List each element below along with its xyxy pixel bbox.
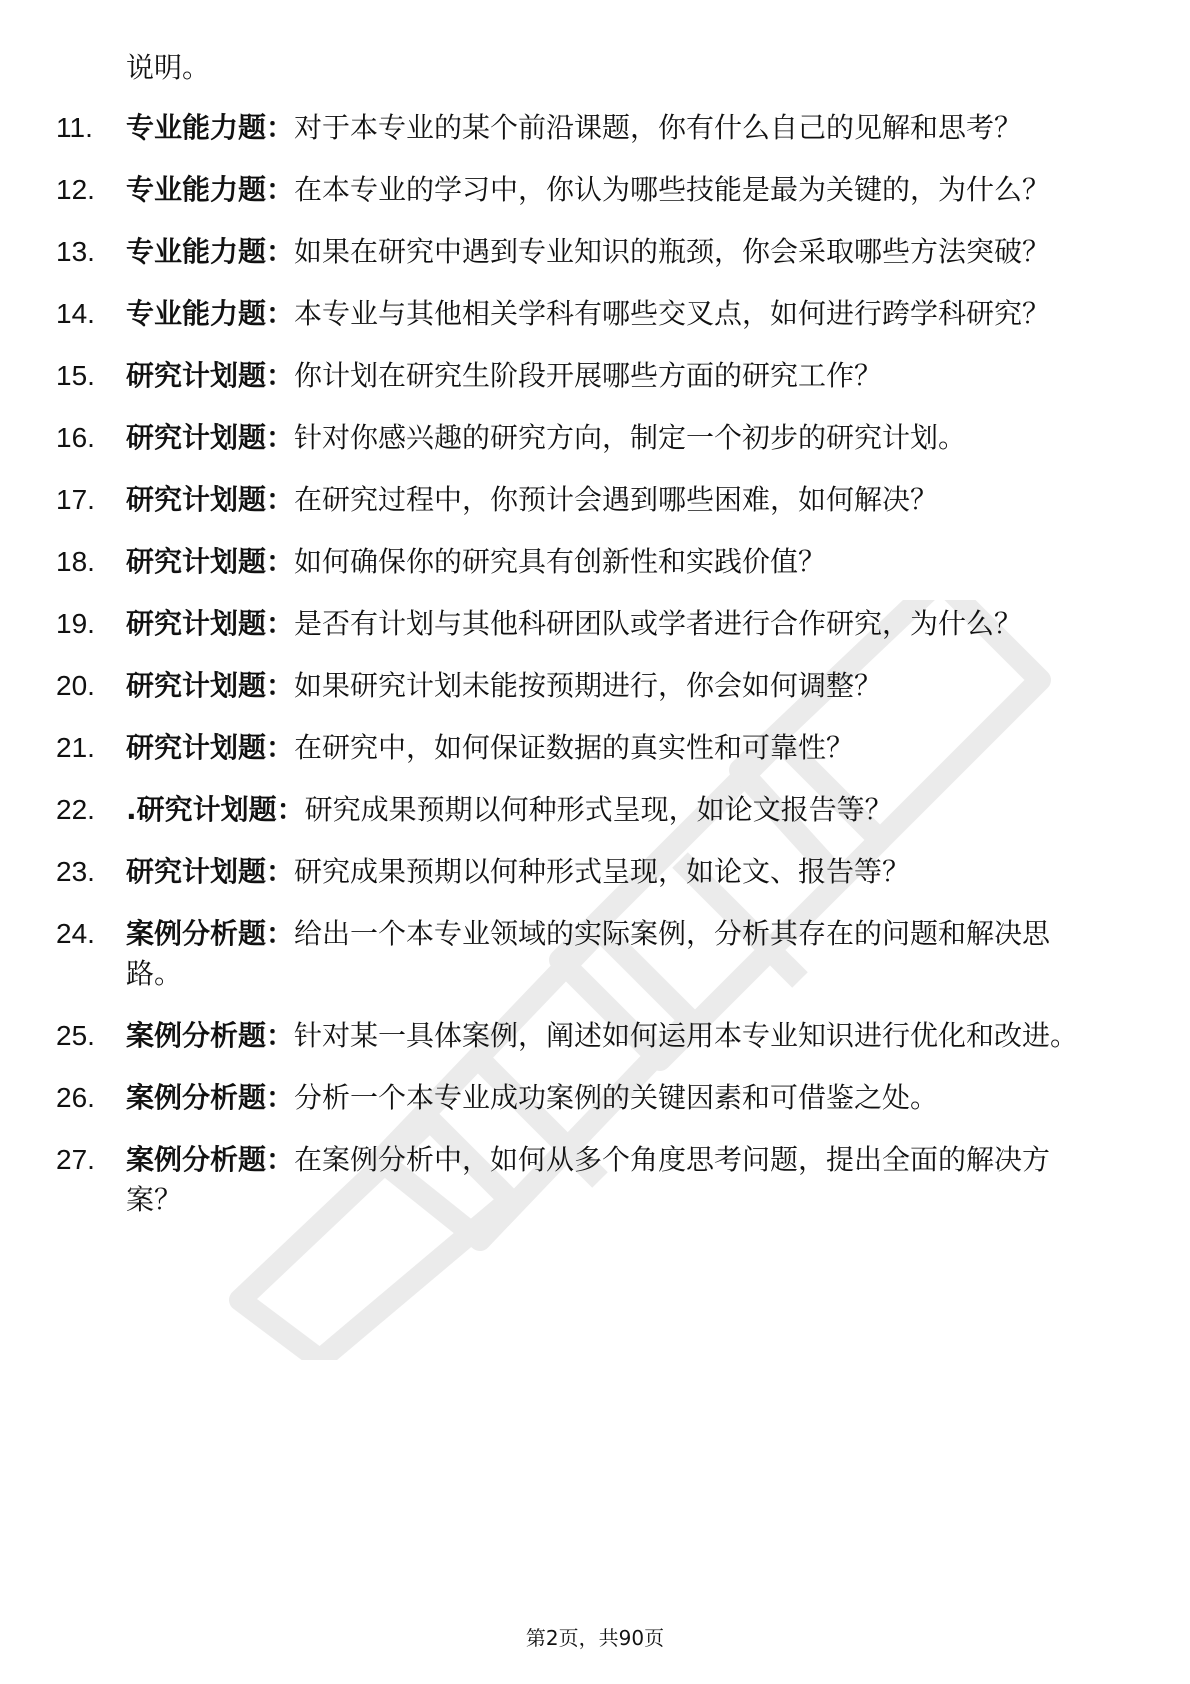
list-item bbox=[0, 356, 1190, 396]
item-text: 针对某一具体案例，阐述如何运用本专业知识进行优化和改进。 bbox=[294, 1019, 1079, 1052]
item-number: 17. bbox=[56, 484, 95, 515]
list-item bbox=[0, 604, 1190, 644]
item-number: 23. bbox=[56, 856, 95, 887]
item-text: 在案例分析中，如何从多个角度思考问题，提出全面的解决方案？ bbox=[126, 1143, 1051, 1216]
item-number: 21. bbox=[56, 732, 95, 763]
item-category: 案例分析题： bbox=[126, 1019, 295, 1052]
item-number: 19. bbox=[56, 608, 95, 639]
list-item bbox=[0, 232, 1190, 272]
list-item bbox=[0, 108, 1190, 148]
list-item bbox=[0, 914, 1190, 994]
item-category: 研究计划题： bbox=[126, 545, 295, 578]
item-category: 研究计划题： bbox=[126, 483, 295, 516]
list-item bbox=[0, 418, 1190, 458]
item-number: 14. bbox=[56, 298, 95, 329]
item-category: 研究计划题： bbox=[126, 607, 295, 640]
item-category: 研究计划题： bbox=[126, 669, 295, 702]
item-text: 如果在研究中遇到专业知识的瓶颈，你会采取哪些方法突破？ bbox=[294, 235, 1051, 268]
item-text: 如果研究计划未能按预期进行，你会如何调整？ bbox=[294, 669, 883, 702]
item-text: 在本专业的学习中，你认为哪些技能是最为关键的，为什么？ bbox=[294, 173, 1051, 206]
list-item bbox=[0, 480, 1190, 520]
list-item bbox=[0, 170, 1190, 210]
item-text: 给出一个本专业领域的实际案例，分析其存在的问题和解决思路。 bbox=[126, 917, 1051, 990]
item-number: 11. bbox=[56, 112, 93, 143]
item-number: 26. bbox=[56, 1082, 95, 1113]
item-text: 分析一个本专业成功案例的关键因素和可借鉴之处。 bbox=[294, 1081, 939, 1114]
list-item bbox=[0, 1140, 1190, 1220]
item-number: 16. bbox=[56, 422, 95, 453]
item-category: 案例分析题： bbox=[126, 917, 295, 950]
item-number: 15. bbox=[56, 360, 95, 391]
question-list bbox=[0, 108, 1190, 1242]
list-item bbox=[0, 728, 1190, 768]
item-category: .研究计划题： bbox=[126, 793, 305, 826]
item-category: 案例分析题： bbox=[126, 1143, 295, 1176]
item-number: 25. bbox=[56, 1020, 95, 1051]
item-text: 本专业与其他相关学科有哪些交叉点，如何进行跨学科研究？ bbox=[294, 297, 1051, 330]
list-item bbox=[0, 294, 1190, 334]
list-item bbox=[0, 542, 1190, 582]
item-text: 研究成果预期以何种形式呈现，如论文报告等？ bbox=[304, 793, 893, 826]
item-number: 18. bbox=[56, 546, 95, 577]
list-item bbox=[0, 790, 1190, 830]
item-category: 案例分析题： bbox=[126, 1081, 295, 1114]
item-category: 研究计划题： bbox=[126, 731, 295, 764]
list-item bbox=[0, 1016, 1190, 1056]
item-text: 研究成果预期以何种形式呈现，如论文、报告等？ bbox=[294, 855, 911, 888]
item-number: 13. bbox=[56, 236, 95, 267]
continuation-text: 说明。 bbox=[126, 51, 211, 84]
list-item bbox=[0, 1078, 1190, 1118]
item-category: 研究计划题： bbox=[126, 421, 295, 454]
item-category: 专业能力题： bbox=[126, 173, 295, 206]
item-number: 24. bbox=[56, 918, 95, 949]
list-item bbox=[0, 666, 1190, 706]
list-item bbox=[0, 852, 1190, 892]
item-text: 你计划在研究生阶段开展哪些方面的研究工作？ bbox=[294, 359, 883, 392]
item-number: 27. bbox=[56, 1144, 95, 1175]
item-number: 12. bbox=[56, 174, 95, 205]
item-text: 针对你感兴趣的研究方向，制定一个初步的研究计划。 bbox=[294, 421, 967, 454]
item-category: 专业能力题： bbox=[126, 297, 295, 330]
item-text: 是否有计划与其他科研团队或学者进行合作研究，为什么？ bbox=[294, 607, 1023, 640]
item-number: 20. bbox=[56, 670, 95, 701]
item-category: 专业能力题： bbox=[126, 235, 295, 268]
item-text: 在研究过程中，你预计会遇到哪些困难，如何解决？ bbox=[294, 483, 939, 516]
item-category: 研究计划题： bbox=[126, 855, 295, 888]
item-category: 专业能力题： bbox=[126, 111, 295, 144]
item-text: 在研究中，如何保证数据的真实性和可靠性？ bbox=[294, 731, 855, 764]
item-category: 研究计划题： bbox=[126, 359, 295, 392]
item-number: 22. bbox=[56, 794, 95, 825]
page-number-footer: 第2页，共90页 bbox=[525, 1626, 665, 1650]
item-text: 对于本专业的某个前沿课题，你有什么自己的见解和思考？ bbox=[294, 111, 1023, 144]
item-text: 如何确保你的研究具有创新性和实践价值？ bbox=[294, 545, 827, 578]
